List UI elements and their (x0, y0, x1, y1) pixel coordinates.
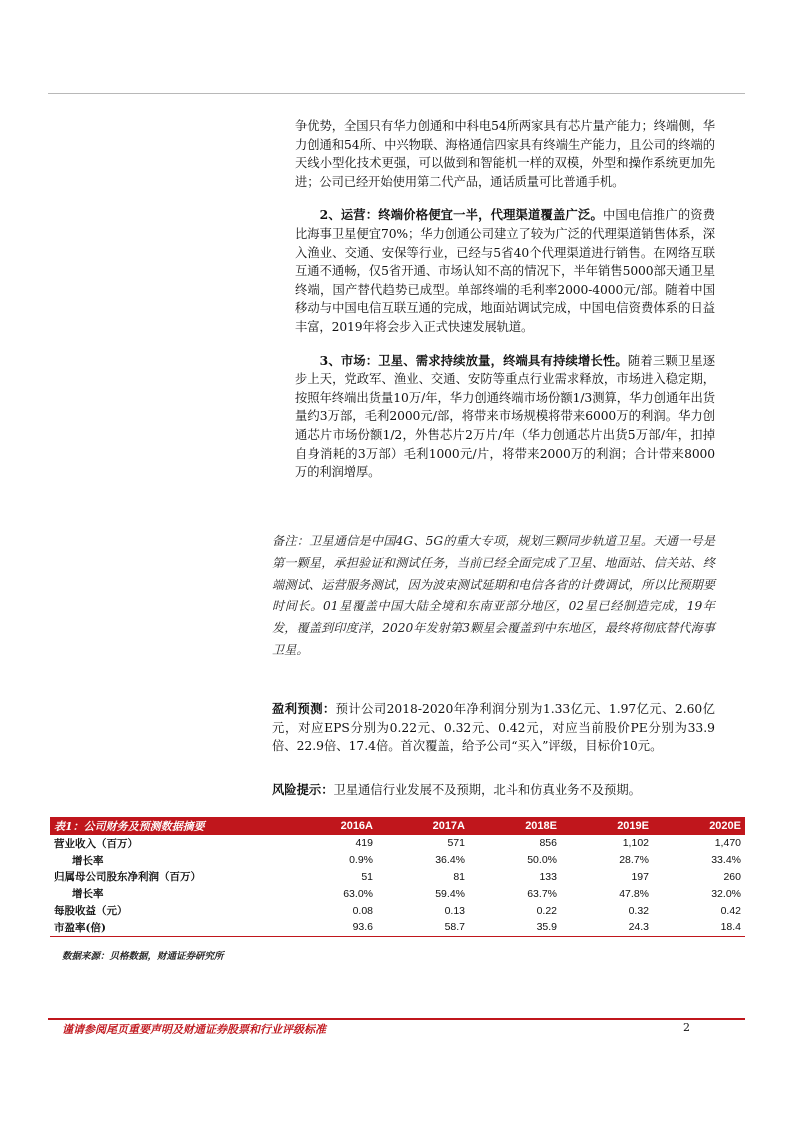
footer-divider (48, 1018, 745, 1020)
table-header-row (50, 817, 745, 835)
table-cell: 0.32 (628, 904, 649, 917)
market-heading: 3、市场：卫星、需求持续放量，终端具有持续增长性。 (319, 352, 628, 368)
paragraph-operation (295, 206, 715, 336)
table-cell: 59.4% (435, 887, 465, 900)
table-cell: 63.7% (527, 887, 557, 900)
table-cell: 0.42 (720, 904, 741, 917)
table-cell: 260 (723, 870, 741, 883)
year-header: 2019E (561, 817, 653, 835)
table-row (50, 885, 745, 902)
paragraph-competitive: 争优势，全国只有华力创通和中科电54所两家具有芯片量产能力；终端侧，华力创通和54所、中兴物联、海格通信四家具有终端生产能力，且公司的终端的天线小型化技术更强，可以做到和智能机一样的双模，外型和操作系统更加先进；公司已经开始使用第二代产品，通话质量可比普通手机。 (295, 119, 715, 189)
profit-forecast-label: 盈利预测： (272, 701, 336, 716)
profit-forecast (272, 700, 715, 756)
year-header: 2017A (377, 817, 469, 835)
table-cell: 856 (539, 837, 557, 850)
risk-warning-text: 卫星通信行业发展不及预期，北斗和仿真业务不及预期。 (333, 783, 641, 797)
table-row (50, 852, 745, 869)
table-cell: 58.7 (377, 919, 469, 936)
risk-warning-label: 风险提示： (272, 782, 334, 797)
table-cell: 24.3 (561, 919, 653, 936)
table-cell: 33.4% (711, 854, 741, 867)
profit-forecast-text: 预计公司2018-2020年净利润分别为1.33亿元、1.97亿元、2.60亿元，对应EPS分别为0.22元、0.32元、0.42元，对应当前股价PE分别为33.9倍、22.9倍、17.4倍。首次覆盖，给予公司“买入”评级，目标价10元。 (272, 702, 715, 754)
financial-summary-table (50, 817, 745, 937)
row-label: 增长率 (72, 888, 104, 901)
table-cell: 47.8% (619, 887, 649, 900)
paragraph-market (295, 352, 715, 482)
table-cell: 133 (539, 870, 557, 883)
market-text: 随着三颗卫星逐步上天，党政军、渔业、交通、安防等重点行业需求释放，市场进入稳定期，按照年终端出货量10万/年，华力创通终端市场份额1/3测算，华力创通年出货量约3万部，毛利2000元/部，将带来市场规模将带来6000万的利润。华力创通芯片市场份额1/2，外售芯片2万片/年（华力创通芯片出货5万部/年，扣掉自身消耗的3万部）毛利1000元/片，将带来2000万的利润；合计带来8000万的利润增厚。 (295, 353, 715, 480)
table-source: 数据来源：贝格数据，财通证券研究所 (62, 951, 224, 962)
table-cell: 36.4% (435, 854, 465, 867)
table-title: 表1：公司财务及预测数据摘要 (50, 817, 285, 835)
table-cell: 32.0% (711, 887, 741, 900)
body-column (295, 117, 715, 482)
table-cell: 0.22 (536, 904, 557, 917)
row-label: 增长率 (72, 854, 104, 867)
table-cell: 571 (447, 837, 465, 850)
note-paragraph: 备注：卫星通信是中国4G、5G的重大专项，规划三颗同步轨道卫星。天通一号是第一颗星，承担验证和测试任务，当前已经全面完成了卫星、地面站、信关站、终端测试、运营服务测试，因为波束测试延期和电信各省的计费调试，所以比预期要时间长。01星覆盖中国大陆全境和东南亚部分地区，02星已经制造完成，19年发，覆盖到印度洋，2020年发射第3颗星会覆盖到中东地区，最终将彻底替代海事卫星。 (272, 534, 715, 657)
row-label: 每股收益（元） (54, 905, 128, 918)
row-label: 市盈率(倍) (50, 919, 285, 936)
table-cell: 63.0% (343, 887, 373, 900)
row-label: 归属母公司股东净利润（百万） (54, 871, 201, 884)
table-cell: 197 (631, 870, 649, 883)
operation-text: 中国电信推广的资费比海事卫星便宜70%；华力创通公司建立了较为广泛的代理渠道销售体系，深入渔业、交通、安保等行业，已经与5省40个代理渠道进行销售。在网络互联互通不通畅，仅5省开通、市场认知不高的情况下，半年销售5000部天通卫星终端，国产替代趋势已成型。单部终端的毛利率2000-4000元/部。随着中国移动与中国电信互联互通的完成，地面站调试完成，中国电信资费体系的日益丰富，2019年将会步入正式快速发展轨道。 (295, 208, 715, 334)
header-divider (48, 93, 745, 94)
year-header: 2020E (653, 817, 745, 835)
row-label: 营业收入（百万） (54, 837, 138, 850)
table-row (50, 869, 745, 886)
page-number: 2 (683, 1021, 690, 1034)
year-header: 2016A (285, 817, 377, 835)
table-cell: 28.7% (619, 854, 649, 867)
table-cell: 81 (453, 870, 465, 883)
table-row (50, 919, 745, 936)
table-cell: 0.9% (349, 854, 373, 867)
table-cell: 51 (361, 870, 373, 883)
table-cell: 35.9 (469, 919, 561, 936)
table-cell: 93.6 (285, 919, 377, 936)
table-cell: 1,102 (622, 837, 649, 850)
table-cell: 50.0% (527, 854, 557, 867)
table-cell: 18.4 (653, 919, 745, 936)
year-header: 2018E (469, 817, 561, 835)
table-cell: 1,470 (714, 837, 741, 850)
table-cell: 0.13 (444, 904, 465, 917)
table-cell: 419 (355, 837, 373, 850)
footer-disclaimer[interactable]: 谨请参阅尾页重要声明及财通证券股票和行业评级标准 (62, 1023, 326, 1036)
table-row (50, 835, 745, 852)
table-cell: 0.08 (352, 904, 373, 917)
operation-heading: 2、运营：终端价格便宜一半，代理渠道覆盖广泛。 (319, 207, 603, 223)
risk-warning (272, 781, 715, 800)
table-row (50, 902, 745, 919)
